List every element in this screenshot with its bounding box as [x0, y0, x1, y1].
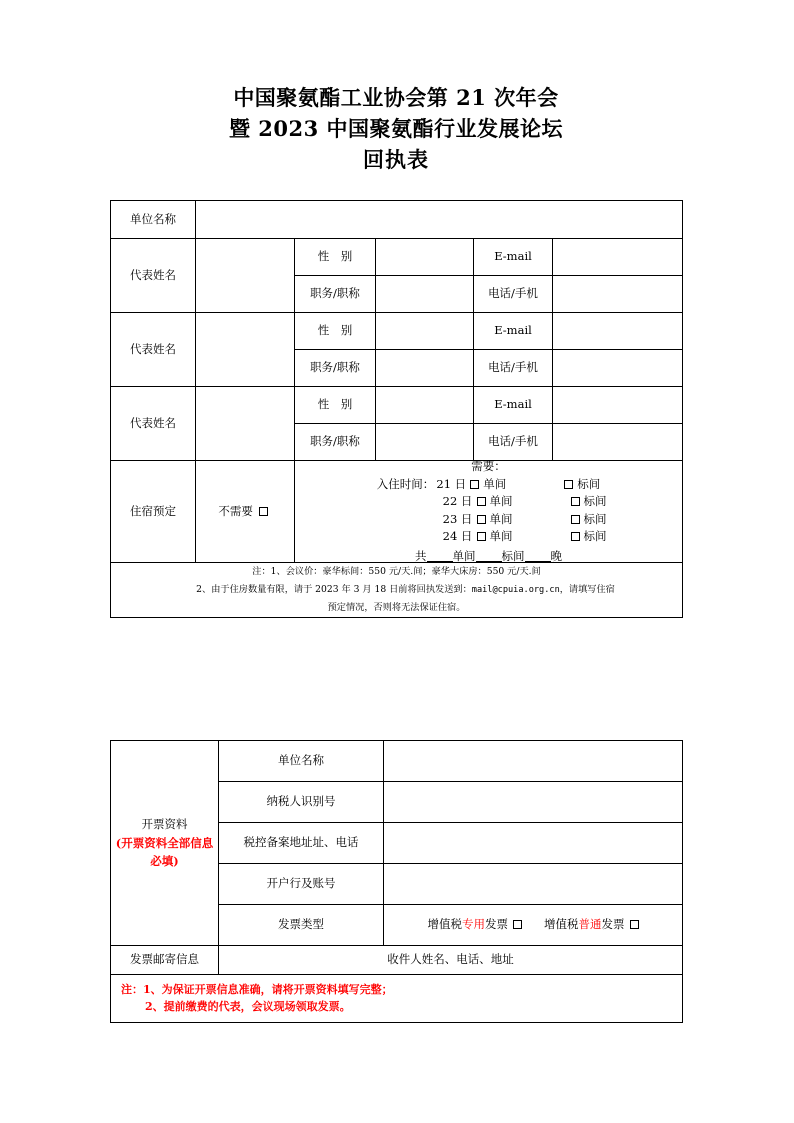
invoice-notes: [111, 975, 683, 1023]
invoice-note-1: 注：1、为保证开票信息准确，请将开票资料填写完整；: [121, 983, 393, 996]
title-line-3: 回执表: [363, 147, 429, 172]
accommodation-row-22: [299, 493, 678, 511]
table-row-delegate-3-gender: [111, 387, 683, 424]
delegate-1-email-input[interactable]: [553, 239, 683, 276]
registration-table: [110, 200, 683, 618]
accommodation-row-21: [299, 476, 678, 494]
accommodation-date-24: 24 日: [442, 529, 473, 543]
unit-name-label: 单位名称: [111, 201, 196, 239]
delegate-2-name-input[interactable]: [196, 313, 295, 387]
delegate-3-gender-input[interactable]: [376, 387, 474, 424]
table-row-accommodation-notes: [111, 563, 683, 618]
table-row-delegate-2-gender: [111, 313, 683, 350]
delegate-1-name-label: 代表姓名: [111, 239, 196, 313]
note-2-text-before: 2、由于住房数量有限，请于 2023 年 3 月 18 日前将回执发送到：: [196, 583, 472, 595]
accommodation-21-single-label: 单间: [483, 476, 507, 491]
invoice-table: [110, 740, 683, 1023]
accommodation-22-single-label: 单间: [489, 494, 513, 508]
total-nights-input[interactable]: [525, 550, 551, 562]
accommodation-total-line: [299, 550, 678, 563]
accommodation-24-standard-label: 标间: [583, 529, 607, 543]
delegate-2-title-input[interactable]: [376, 350, 474, 387]
invoice-type-normal-emphasis: 普通: [578, 917, 602, 932]
delegate-1-title-label: 职务/职称: [295, 276, 376, 313]
accommodation-22-standard-label: 标间: [583, 494, 607, 508]
invoice-type-special-prefix: 增值税: [427, 917, 462, 932]
invoice-section-label: [111, 741, 219, 946]
checkbox-21-single[interactable]: [470, 480, 479, 489]
accommodation-24-single-label: 单间: [489, 529, 513, 543]
delegate-3-name-input[interactable]: [196, 387, 295, 461]
accommodation-note-3: 预定情况，否则将无法保证住宿。: [327, 601, 466, 613]
invoice-type-options: [384, 905, 683, 946]
invoice-address-phone-input[interactable]: [384, 823, 683, 864]
invoice-type-normal-prefix: 增值税: [544, 917, 579, 932]
invoice-bank-account-input[interactable]: [384, 864, 683, 905]
delegate-2-gender-label: 性 别: [295, 313, 376, 350]
invoice-bank-account-label: 开户行及账号: [219, 864, 384, 905]
invoice-mailing-input[interactable]: 收件人姓名、电话、地址: [219, 946, 683, 975]
checkbox-not-needed[interactable]: [259, 507, 268, 516]
accommodation-not-needed-label: 不需要: [218, 503, 253, 518]
page-title: [110, 82, 682, 175]
delegate-2-phone-label: 电话/手机: [474, 350, 553, 387]
delegate-2-title-label: 职务/职称: [295, 350, 376, 387]
delegate-2-gender-input[interactable]: [376, 313, 474, 350]
delegate-3-phone-label: 电话/手机: [474, 424, 553, 461]
delegate-1-gender-input[interactable]: [376, 239, 474, 276]
accommodation-row-24: [299, 528, 678, 546]
checkin-prefix-label: 入住时间：: [376, 476, 435, 491]
delegate-2-email-input[interactable]: [553, 313, 683, 350]
title-line-2: 暨 2023 中国聚氨酯行业发展论坛: [228, 116, 564, 141]
checkbox-22-single[interactable]: [477, 497, 486, 506]
delegate-1-phone-input[interactable]: [553, 276, 683, 313]
note-2-text-after: ，请填写住宿: [559, 583, 615, 595]
delegate-1-gender-label: 性 别: [295, 239, 376, 276]
accommodation-needed-label: 需要：: [471, 459, 506, 473]
invoice-unit-name-input[interactable]: [384, 741, 683, 782]
checkbox-invoice-normal[interactable]: [630, 920, 639, 929]
invoice-taxpayer-id-input[interactable]: [384, 782, 683, 823]
table-row-invoice-unit-name: [111, 741, 683, 782]
invoice-type-special-suffix: 发票: [485, 917, 508, 932]
delegate-1-email-label: E-mail: [474, 239, 553, 276]
accommodation-details: [295, 461, 683, 563]
accommodation-not-needed-option[interactable]: [196, 461, 295, 563]
invoice-note-2: [121, 998, 674, 1015]
contact-email: mail@cpuia.org.cn: [471, 584, 560, 595]
delegate-3-title-input[interactable]: [376, 424, 474, 461]
invoice-mailing-label: 发票邮寄信息: [111, 946, 219, 975]
invoice-note-2-text: 2、提前缴费的代表，会议现场领取发票。: [145, 1000, 351, 1014]
invoice-unit-name-label: 单位名称: [219, 741, 384, 782]
table-row-invoice-mailing: [111, 946, 683, 975]
invoice-address-phone-label: 税控备案地址址、电话: [219, 823, 384, 864]
accommodation-23-standard-label: 标间: [583, 511, 607, 526]
accommodation-row-23: [299, 511, 678, 529]
table-row-delegate-1-gender: [111, 239, 683, 276]
delegate-3-email-input[interactable]: [553, 387, 683, 424]
delegate-2-name-label: 代表姓名: [111, 313, 196, 387]
invoice-type-label: 发票类型: [219, 905, 384, 946]
total-nights-label: 晚: [550, 548, 563, 563]
accommodation-label: 住宿预定: [111, 461, 196, 563]
accommodation-note-2: [115, 581, 678, 599]
total-prefix-label: 共: [415, 548, 427, 563]
accommodation-note-1: 注：1、会议价：豪华标间：550 元/天.间；豪华大床房：550 元/天.间: [252, 566, 541, 577]
accommodation-notes: [111, 563, 683, 618]
unit-name-input[interactable]: [196, 201, 683, 239]
table-row-invoice-notes: [111, 975, 683, 1023]
delegate-3-phone-input[interactable]: [553, 424, 683, 461]
invoice-label-main: 开票资料: [141, 817, 188, 832]
invoice-label-required-note: (开票资料全部信息必填): [115, 835, 214, 869]
title-line-1: 中国聚氨酯工业协会第 21 次年会: [233, 85, 559, 110]
invoice-type-normal-suffix: 发票: [601, 917, 625, 932]
checkbox-24-standard[interactable]: [571, 532, 580, 541]
checkbox-23-single[interactable]: [477, 515, 486, 524]
accommodation-date-21: 21 日: [436, 476, 467, 491]
total-single-input[interactable]: [427, 550, 453, 562]
table-row-accommodation: [111, 461, 683, 563]
checkbox-21-standard[interactable]: [564, 480, 573, 489]
delegate-3-email-label: E-mail: [474, 387, 553, 424]
accommodation-date-22: 22 日: [442, 494, 473, 508]
table-row-unit-name: [111, 201, 683, 239]
accommodation-23-single-label: 单间: [489, 511, 513, 526]
delegate-3-name-label: 代表姓名: [111, 387, 196, 461]
checkbox-23-standard[interactable]: [571, 515, 580, 524]
accommodation-21-standard-label: 标间: [577, 476, 601, 491]
total-standard-input[interactable]: [476, 550, 502, 562]
total-single-label: 单间: [452, 548, 476, 563]
checkbox-invoice-special[interactable]: [513, 920, 522, 929]
delegate-1-title-input[interactable]: [376, 276, 474, 313]
delegate-3-title-label: 职务/职称: [295, 424, 376, 461]
delegate-1-name-input[interactable]: [196, 239, 295, 313]
delegate-1-phone-label: 电话/手机: [474, 276, 553, 313]
delegate-2-email-label: E-mail: [474, 313, 553, 350]
total-standard-label: 标间: [501, 548, 525, 563]
delegate-2-phone-input[interactable]: [553, 350, 683, 387]
invoice-type-special-emphasis: 专用: [462, 917, 485, 932]
invoice-taxpayer-id-label: 纳税人识别号: [219, 782, 384, 823]
accommodation-date-23: 23 日: [442, 511, 473, 526]
delegate-3-gender-label: 性 别: [295, 387, 376, 424]
checkbox-22-standard[interactable]: [571, 497, 580, 506]
checkbox-24-single[interactable]: [477, 532, 486, 541]
